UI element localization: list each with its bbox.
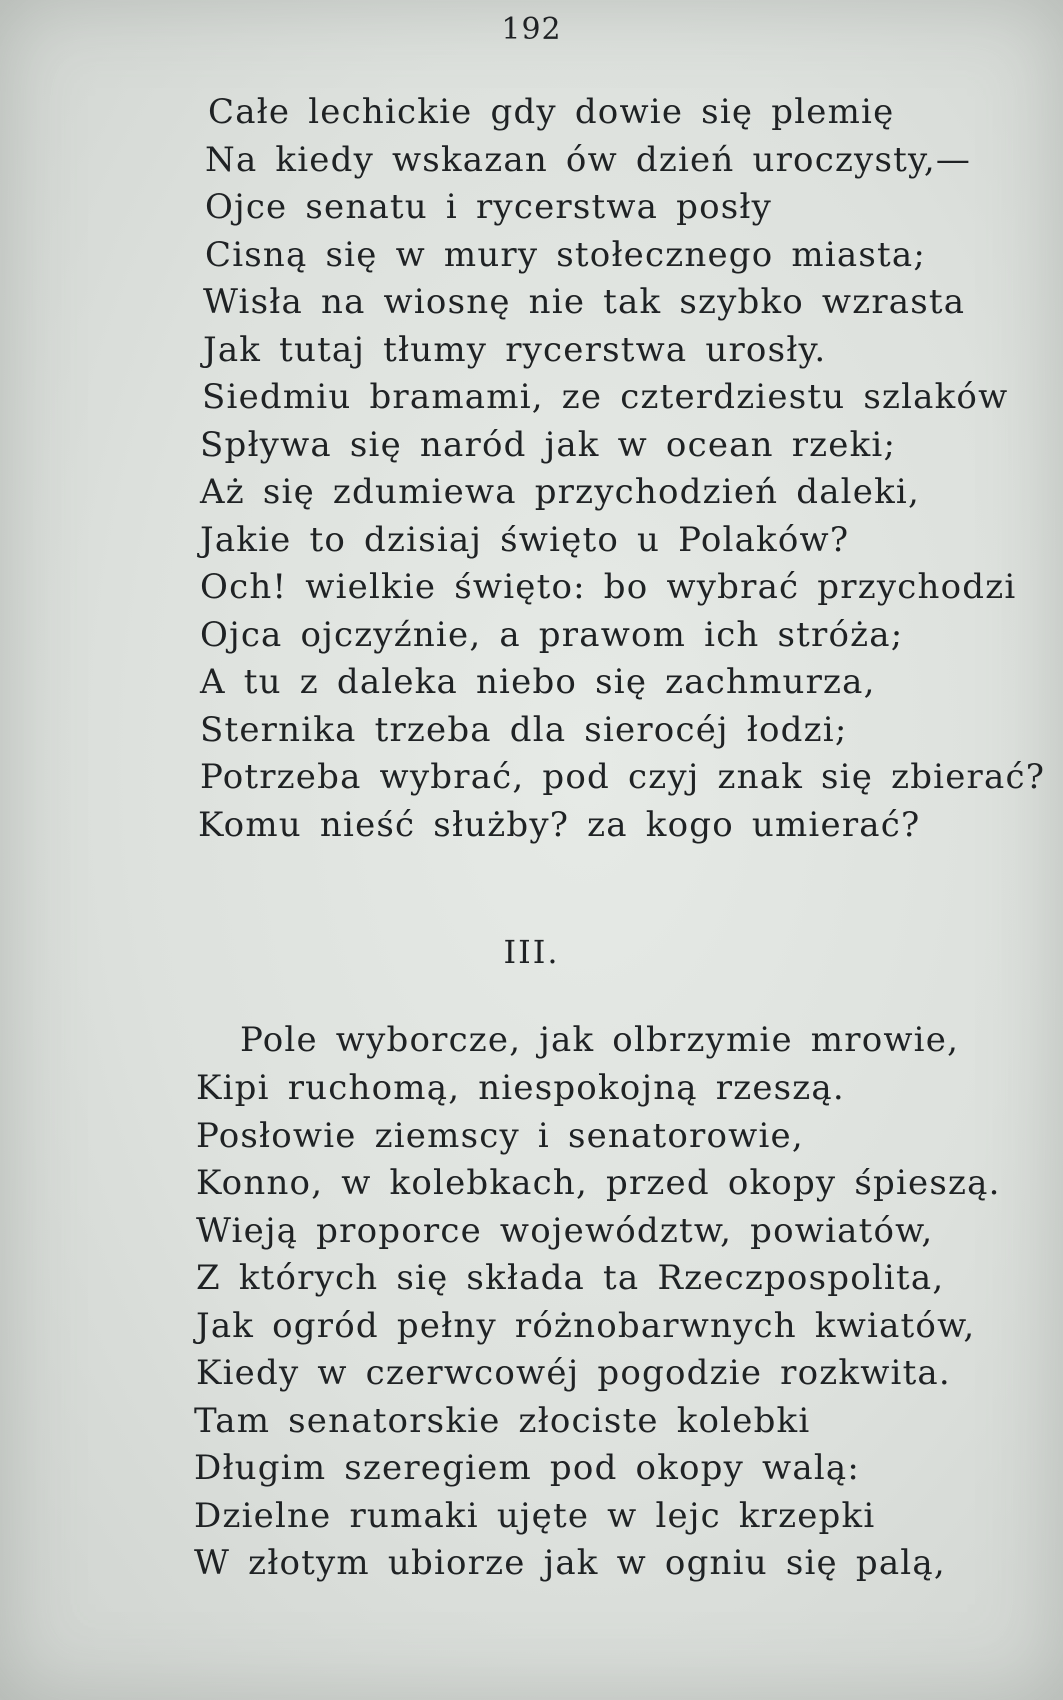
verse-line: A tu z daleka niebo się zachmurza, [200,662,876,702]
verse-line: Siedmiu bramami, ze czterdziestu szlaków [202,377,1009,417]
verse-line: Aż się zdumiewa przychodzień daleki, [200,472,920,512]
verse-line: Konno, w kolebkach, przed okopy śpieszą. [196,1163,1001,1203]
verse-line: Ojce senatu i rycerstwa posły [205,187,773,227]
page-number: 192 [501,12,562,47]
verse-line: Jak tutaj tłumy rycerstwa urosły. [203,330,827,370]
verse-line: Całe lechickie gdy dowie się plemię [208,92,895,132]
verse-line: Potrzeba wybrać, pod czyj znak się zbierać? [200,757,1046,797]
verse-line: Cisną się w mury stołecznego miasta; [205,235,927,275]
verse-line: Wieją proporce województw, powiatów, [196,1211,934,1251]
verse-line: Posłowie ziemscy i senatorowie, [196,1116,804,1156]
verse-line: Długim szeregiem pod okopy walą: [194,1448,861,1488]
verse-line: Och! wielkie święto: bo wybrać przychodzi [200,567,1017,607]
verse-line: Na kiedy wskazan ów dzień uroczysty,— [205,140,972,180]
verse-line: Tam senatorskie złociste kolebki [194,1401,811,1441]
verse-line: Jak ogród pełny różnobarwnych kwiatów, [196,1306,976,1346]
verse-line: Spływa się naród jak w ocean rzeki; [200,425,897,465]
verse-line: Jakie to dzisiaj święto u Polaków? [200,520,850,560]
verse-line: Dzielne rumaki ujęte w lejc krzepki [194,1496,876,1536]
verse-line: Wisła na wiosnę nie tak szybko wzrasta [203,282,966,322]
verse-line: Kiedy w czerwcowéj pogodzie rozkwita. [196,1353,951,1393]
verse-line: Z których się składa ta Rzeczpospolita, [196,1258,945,1298]
verse-line: Komu nieść służby? za kogo umierać? [198,805,921,845]
verse-line: Kipi ruchomą, niespokojną rzeszą. [196,1068,845,1108]
section-heading: III. [503,933,560,971]
verse-line: Sternika trzeba dla sierocéj łodzi; [200,710,848,750]
verse-line: W złotym ubiorze jak w ogniu się palą, [194,1543,946,1583]
verse-line: Pole wyborcze, jak olbrzymie mrowie, [240,1020,960,1060]
verse-line: Ojca ojczyźnie, a prawom ich stróża; [200,615,904,655]
